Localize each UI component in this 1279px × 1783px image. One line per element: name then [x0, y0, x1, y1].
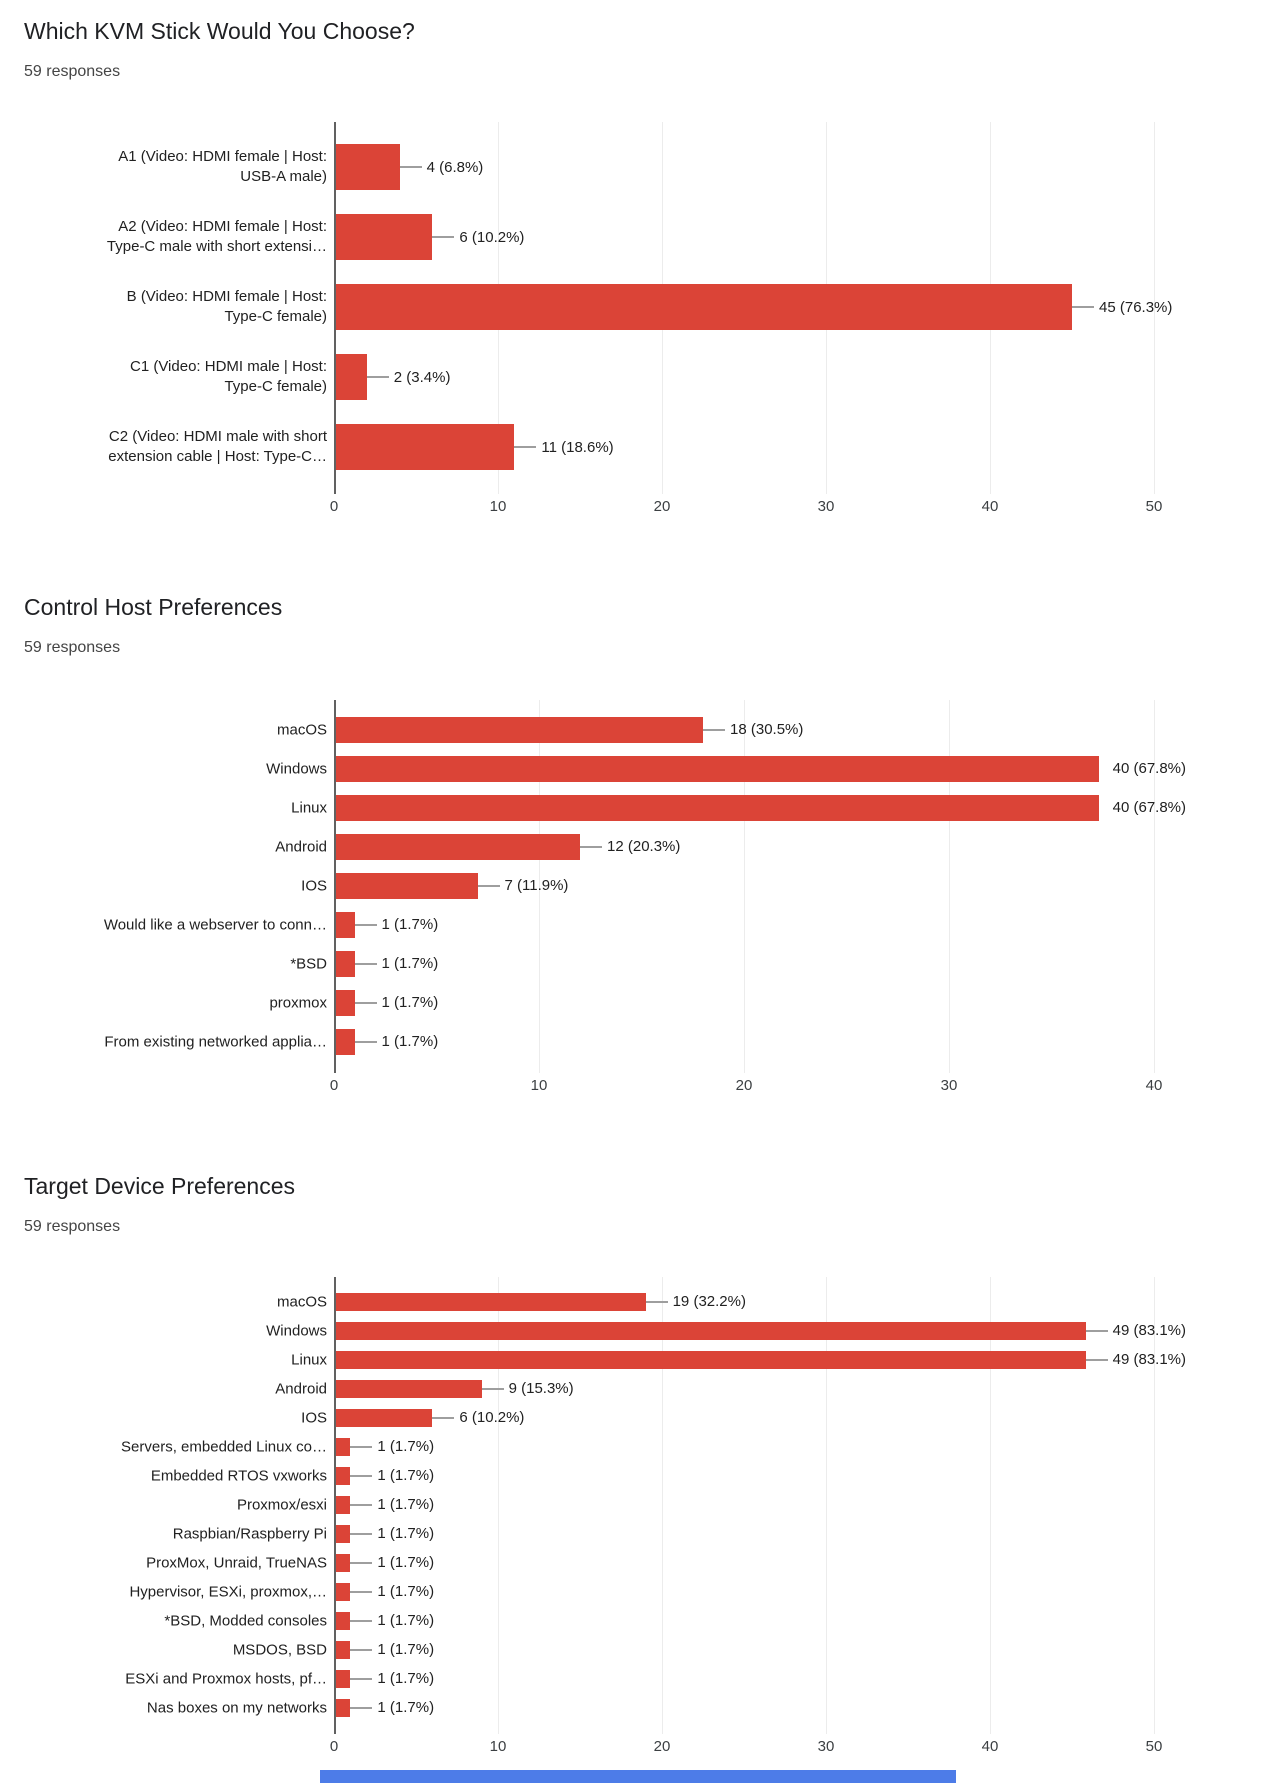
leader-line	[350, 1707, 372, 1709]
value-label: 1 (1.7%)	[377, 1583, 435, 1600]
bar-row	[121, 1432, 1186, 1461]
bar	[334, 424, 514, 470]
leader-line	[432, 236, 454, 238]
value-label: 19 (32.2%)	[672, 1293, 746, 1310]
value-label: 1 (1.7%)	[381, 916, 439, 933]
bar	[334, 1322, 1086, 1340]
bar-row	[150, 1461, 1186, 1490]
y-axis-line	[334, 1277, 336, 1734]
category-label: A2 (Video: HDMI female | Host: Type-C male with short extensi…	[106, 218, 327, 255]
category-label: Would like a webserver to conn…	[103, 916, 327, 933]
bar-row	[276, 1287, 1186, 1316]
value-label: 1 (1.7%)	[377, 1467, 435, 1484]
bar-row	[269, 983, 1186, 1022]
bar	[334, 1612, 350, 1630]
leader-line	[400, 166, 422, 168]
bar-row	[126, 272, 1186, 342]
bar-row	[275, 827, 1186, 866]
bar	[334, 1554, 350, 1572]
category-label: Linux	[291, 799, 327, 816]
leader-line	[350, 1504, 372, 1506]
category-label: Linux	[291, 1351, 327, 1368]
x-axis-tick-label: 40	[981, 498, 999, 515]
bar	[334, 144, 400, 190]
leader-line	[1072, 306, 1094, 308]
x-axis-tick-label: 50	[1145, 498, 1163, 515]
bar	[334, 214, 432, 260]
horizontal-bar-chart	[24, 122, 1279, 518]
category-label: ProxMox, Unraid, TrueNAS	[146, 1554, 327, 1571]
bar	[334, 1583, 350, 1601]
bar-row	[125, 1664, 1186, 1693]
bar	[334, 1380, 482, 1398]
category-label: C1 (Video: HDMI male | Host: Type-C female)	[129, 358, 327, 395]
value-label: 1 (1.7%)	[377, 1670, 435, 1687]
leader-line	[355, 1041, 377, 1043]
video-progress-bar[interactable]	[320, 1770, 956, 1783]
value-label: 49 (83.1%)	[1112, 1351, 1186, 1368]
bar-row	[291, 1345, 1186, 1374]
value-label: 1 (1.7%)	[377, 1438, 435, 1455]
category-label: IOS	[301, 1409, 327, 1426]
value-label: 7 (11.9%)	[504, 877, 569, 894]
value-label: 49 (83.1%)	[1112, 1322, 1186, 1339]
category-label: C2 (Video: HDMI male with short extension cable | Host: Type-C…	[108, 428, 327, 465]
category-label: Android	[275, 838, 327, 855]
bar-row	[146, 1548, 1186, 1577]
x-axis	[329, 1077, 1279, 1097]
bar	[334, 1496, 350, 1514]
plot-area	[121, 1277, 1186, 1734]
response-count: 59 responses	[24, 63, 121, 80]
bar	[334, 1029, 355, 1055]
response-count: 59 responses	[24, 639, 121, 656]
category-label: proxmox	[269, 994, 327, 1011]
value-label: 6 (10.2%)	[459, 228, 525, 246]
chart-section-control-host	[0, 592, 1279, 1097]
value-label: 1 (1.7%)	[377, 1554, 435, 1571]
category-label: Nas boxes on my networks	[146, 1699, 327, 1716]
x-axis-tick-label: 20	[735, 1077, 753, 1094]
leader-line	[350, 1649, 372, 1651]
category-label: Raspbian/Raspberry Pi	[172, 1525, 327, 1542]
x-axis-tick-label: 20	[653, 1738, 671, 1755]
value-label: 40 (67.8%)	[1112, 799, 1186, 816]
value-label: 12 (20.3%)	[607, 838, 681, 855]
bar	[334, 1438, 350, 1456]
leader-line	[478, 885, 500, 887]
leader-line	[350, 1446, 372, 1448]
x-axis-tick-label: 40	[981, 1738, 999, 1755]
bar	[334, 912, 355, 938]
bar	[334, 1525, 350, 1543]
bar	[334, 1409, 432, 1427]
bar	[334, 873, 478, 899]
bar-row	[266, 1316, 1186, 1345]
leader-line	[580, 846, 602, 848]
plot-area	[103, 700, 1186, 1073]
x-axis-tick-label: 10	[489, 498, 507, 515]
x-axis	[329, 1738, 1279, 1758]
bar-row	[275, 1374, 1186, 1403]
horizontal-bar-chart	[24, 1277, 1279, 1758]
x-axis-tick-label: 20	[653, 498, 671, 515]
bar	[334, 354, 367, 400]
bar	[334, 284, 1072, 330]
leader-line	[350, 1620, 372, 1622]
category-label: B (Video: HDMI female | Host: Type-C female)	[126, 288, 327, 325]
category-label: Proxmox/esxi	[236, 1496, 327, 1513]
x-axis-tick-label: 40	[1145, 1077, 1163, 1094]
category-label: macOS	[276, 721, 327, 738]
bar	[334, 1699, 350, 1717]
x-axis-tick-label: 10	[530, 1077, 548, 1094]
x-axis-tick-label: 0	[329, 498, 339, 515]
bar	[334, 1670, 350, 1688]
category-label: Hypervisor, ESXi, proxmox,…	[129, 1583, 327, 1600]
value-label: 1 (1.7%)	[377, 1699, 435, 1716]
value-label: 1 (1.7%)	[377, 1525, 435, 1542]
value-label: 4 (6.8%)	[426, 158, 484, 176]
category-label: A1 (Video: HDMI female | Host: USB-A male)	[118, 148, 327, 185]
bar	[334, 951, 355, 977]
bar-row	[172, 1519, 1186, 1548]
category-label: macOS	[276, 1293, 327, 1310]
value-label: 2 (3.4%)	[393, 368, 451, 386]
bar-row	[301, 866, 1186, 905]
leader-line	[355, 924, 377, 926]
chart-section-kvm-choice	[0, 0, 1279, 518]
bar-row	[266, 749, 1186, 788]
bar-row	[290, 944, 1186, 983]
bar-row	[236, 1490, 1186, 1519]
leader-line	[646, 1301, 668, 1303]
response-count: 59 responses	[24, 1218, 121, 1235]
bar	[334, 834, 580, 860]
bar-row	[129, 1577, 1186, 1606]
value-label: 9 (15.3%)	[508, 1380, 574, 1397]
x-axis	[329, 498, 1279, 518]
leader-line	[367, 376, 389, 378]
y-axis-line	[334, 700, 336, 1073]
bar-row	[106, 202, 1186, 272]
chart-title: Target Device Preferences	[24, 1173, 296, 1199]
category-label: IOS	[301, 877, 327, 894]
x-axis-tick-label: 0	[329, 1738, 339, 1755]
leader-line	[355, 1002, 377, 1004]
x-axis-tick-label: 50	[1145, 1738, 1163, 1755]
category-label: Embedded RTOS vxworks	[150, 1467, 327, 1484]
leader-line	[1086, 1359, 1108, 1361]
bar	[334, 1351, 1086, 1369]
bar-row	[146, 1693, 1186, 1722]
value-label: 1 (1.7%)	[381, 955, 439, 972]
bar-row	[118, 132, 1186, 202]
leader-line	[350, 1591, 372, 1593]
leader-line	[482, 1388, 504, 1390]
bar	[334, 1293, 646, 1311]
category-label: Servers, embedded Linux co…	[121, 1438, 327, 1455]
value-label: 6 (10.2%)	[459, 1409, 525, 1426]
category-label: *BSD, Modded consoles	[164, 1612, 327, 1629]
bar-row	[276, 710, 1186, 749]
y-axis-line	[334, 122, 336, 494]
category-label: Windows	[266, 1322, 327, 1339]
chart-section-target-device	[0, 1171, 1279, 1758]
leader-line	[350, 1533, 372, 1535]
value-label: 40 (67.8%)	[1112, 760, 1186, 777]
bar	[334, 795, 1099, 821]
leader-line	[350, 1475, 372, 1477]
x-axis-tick-label: 30	[940, 1077, 958, 1094]
bar-row	[108, 412, 1186, 482]
category-label: Android	[275, 1380, 327, 1397]
leader-line	[703, 729, 725, 731]
category-label: *BSD	[290, 955, 327, 972]
value-label: 1 (1.7%)	[381, 1033, 439, 1050]
value-label: 45 (76.3%)	[1099, 298, 1173, 316]
bar-row	[129, 342, 1186, 412]
value-label: 1 (1.7%)	[377, 1612, 435, 1629]
value-label: 1 (1.7%)	[381, 994, 439, 1011]
x-axis-tick-label: 30	[817, 498, 835, 515]
leader-line	[514, 446, 536, 448]
bar-row	[301, 1403, 1186, 1432]
x-axis-tick-label: 10	[489, 1738, 507, 1755]
chart-title: Which KVM Stick Would You Choose?	[24, 18, 415, 44]
value-label: 18 (30.5%)	[730, 721, 804, 738]
category-label: MSDOS, BSD	[232, 1641, 327, 1658]
leader-line	[432, 1417, 454, 1419]
leader-line	[350, 1562, 372, 1564]
bar-row	[291, 788, 1186, 827]
category-label: From existing networked applia…	[104, 1033, 327, 1050]
category-label: Windows	[266, 760, 327, 777]
leader-line	[350, 1678, 372, 1680]
horizontal-bar-chart	[24, 700, 1279, 1097]
value-label: 1 (1.7%)	[377, 1496, 435, 1513]
bar-row	[103, 905, 1186, 944]
bar	[334, 1467, 350, 1485]
bar	[334, 756, 1099, 782]
bar-row	[104, 1022, 1186, 1061]
x-axis-tick-label: 0	[329, 1077, 339, 1094]
leader-line	[1086, 1330, 1108, 1332]
bar	[334, 717, 703, 743]
x-axis-tick-label: 30	[817, 1738, 835, 1755]
value-label: 1 (1.7%)	[377, 1641, 435, 1658]
bar-row	[164, 1606, 1186, 1635]
bar	[334, 1641, 350, 1659]
chart-title: Control Host Preferences	[24, 594, 283, 620]
bar-row	[232, 1635, 1186, 1664]
category-label: ESXi and Proxmox hosts, pf…	[125, 1670, 327, 1687]
plot-area	[106, 122, 1186, 494]
value-label: 11 (18.6%)	[541, 438, 614, 456]
leader-line	[355, 963, 377, 965]
bar	[334, 990, 355, 1016]
